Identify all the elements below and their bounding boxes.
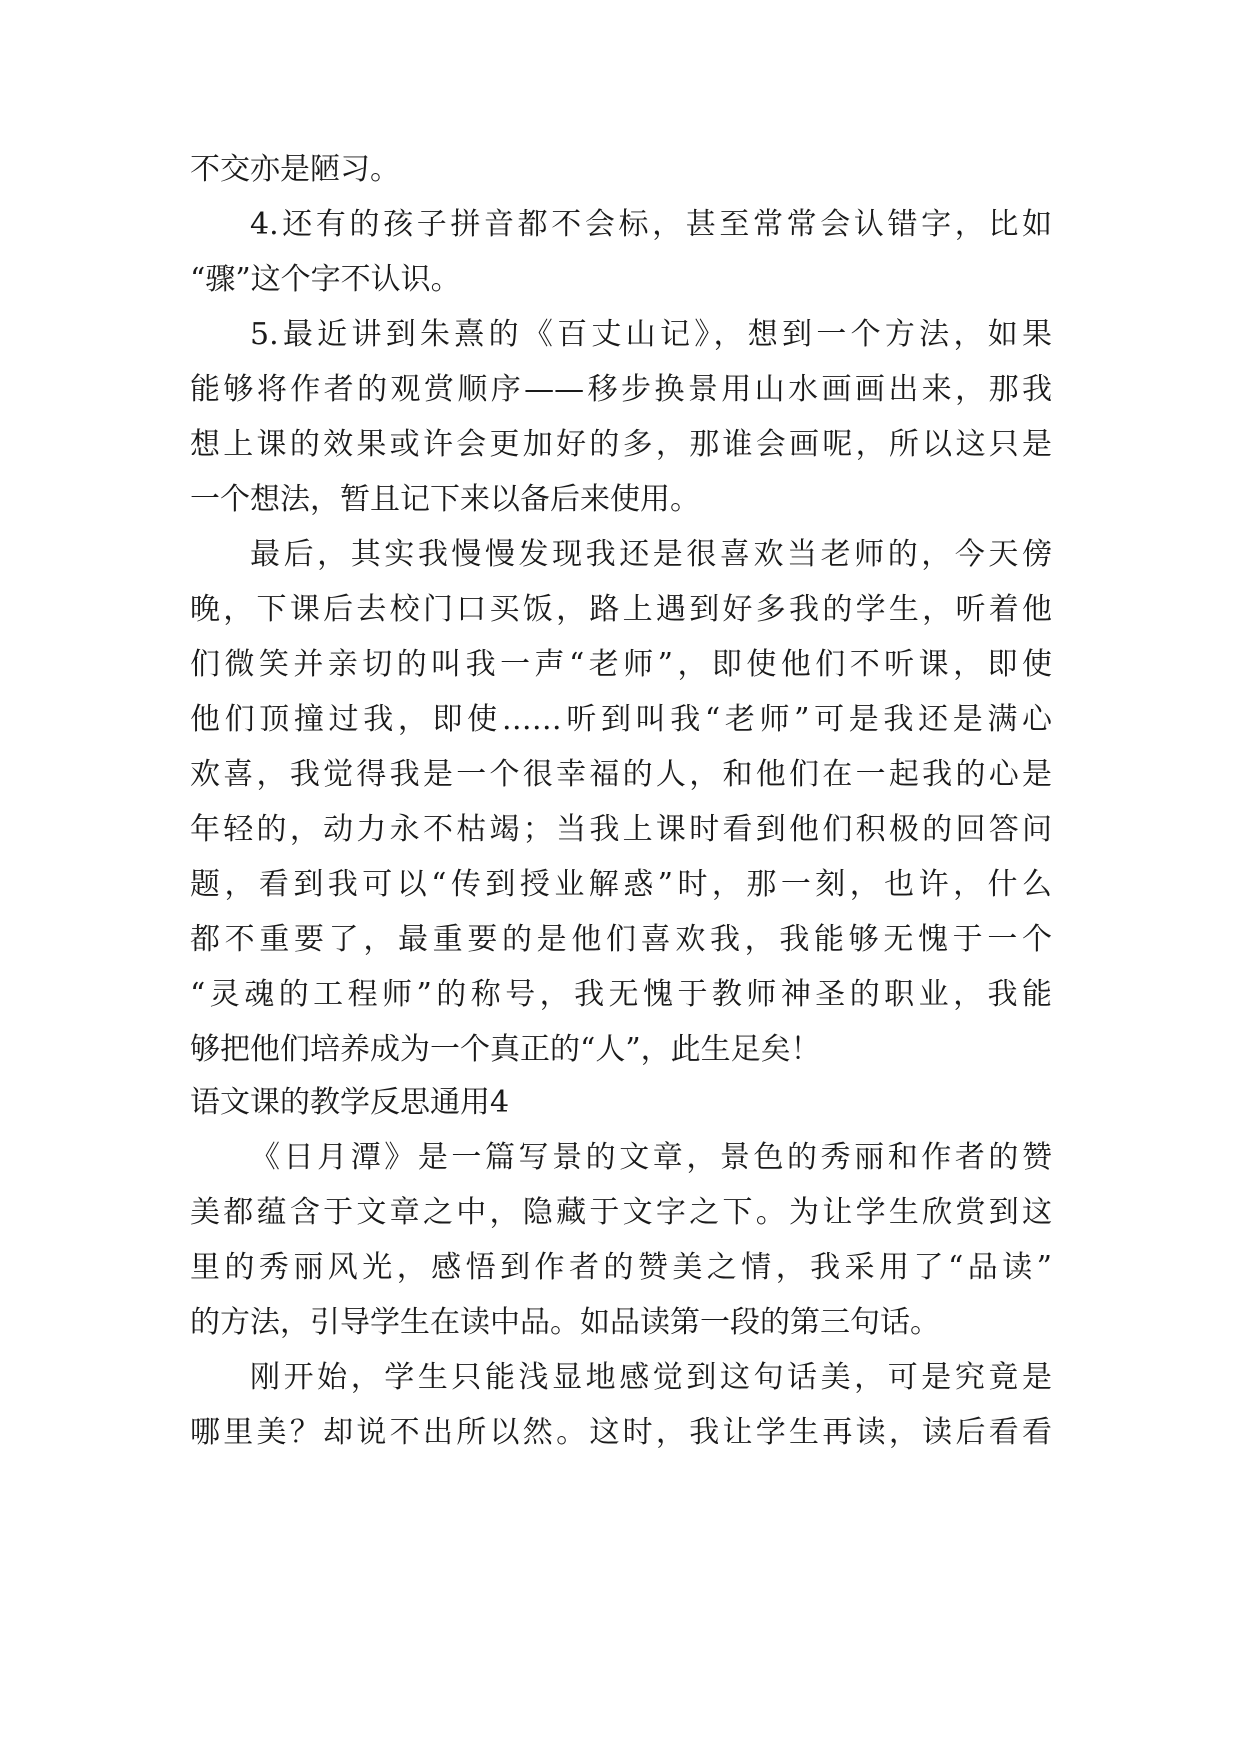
text-line: 不交亦是陋习。 [190, 152, 400, 187]
paragraph-line: 他们顶撞过我，即使……听到叫我“老师”可是我还是满心 [190, 702, 1052, 737]
paragraph-line: 题，看到我可以“传到授业解惑”时，那一刻，也许，什么 [190, 867, 1052, 902]
paragraph-line: 最后，其实我慢慢发现我还是很喜欢当老师的，今天傍 [250, 537, 1052, 572]
paragraph-line: “灵魂的工程师”的称号，我无愧于教师神圣的职业，我能 [190, 977, 1052, 1012]
paragraph-line: 晚，下课后去校门口买饭，路上遇到好多我的学生，听着他 [190, 592, 1052, 627]
list-item-4-line: 4.还有的孩子拼音都不会标，甚至常常会认错字，比如 [250, 207, 1052, 242]
paragraph-line: 年轻的，动力永不枯竭；当我上课时看到他们积极的回答问 [190, 812, 1052, 847]
paragraph-line: 的方法，引导学生在读中品。如品读第一段的第三句话。 [190, 1305, 940, 1340]
paragraph-line: 哪里美？却说不出所以然。这时，我让学生再读，读后看看 [190, 1415, 1052, 1450]
paragraph-line: 够把他们培养成为一个真正的“人”，此生足矣！ [190, 1032, 821, 1067]
paragraph-line: 里的秀丽风光，感悟到作者的赞美之情，我采用了“品读” [190, 1250, 1052, 1285]
section-heading: 语文课的教学反思通用4 [190, 1085, 510, 1120]
paragraph-line: 《日月潭》是一篇写景的文章，景色的秀丽和作者的赞 [250, 1140, 1052, 1175]
list-item-5-line: 能够将作者的观赏顺序——移步换景用山水画画出来，那我 [190, 372, 1052, 407]
paragraph-line: 们微笑并亲切的叫我一声“老师”，即使他们不听课，即使 [190, 647, 1052, 682]
paragraph-line: 刚开始，学生只能浅显地感觉到这句话美，可是究竟是 [250, 1360, 1052, 1395]
paragraph-line: 都不重要了，最重要的是他们喜欢我，我能够无愧于一个 [190, 922, 1052, 957]
paragraph-line: 美都蕴含于文章之中，隐藏于文字之下。为让学生欣赏到这 [190, 1195, 1052, 1230]
list-item-4-line: “骤”这个字不认识。 [190, 262, 461, 297]
list-item-5-line: 一个想法，暂且记下来以备后来使用。 [190, 482, 700, 517]
list-item-5-line: 想上课的效果或许会更加好的多，那谁会画呢，所以这只是 [190, 427, 1052, 462]
list-item-5-line: 5.最近讲到朱熹的《百丈山记》，想到一个方法，如果 [250, 317, 1052, 352]
paragraph-line: 欢喜，我觉得我是一个很幸福的人，和他们在一起我的心是 [190, 757, 1052, 792]
